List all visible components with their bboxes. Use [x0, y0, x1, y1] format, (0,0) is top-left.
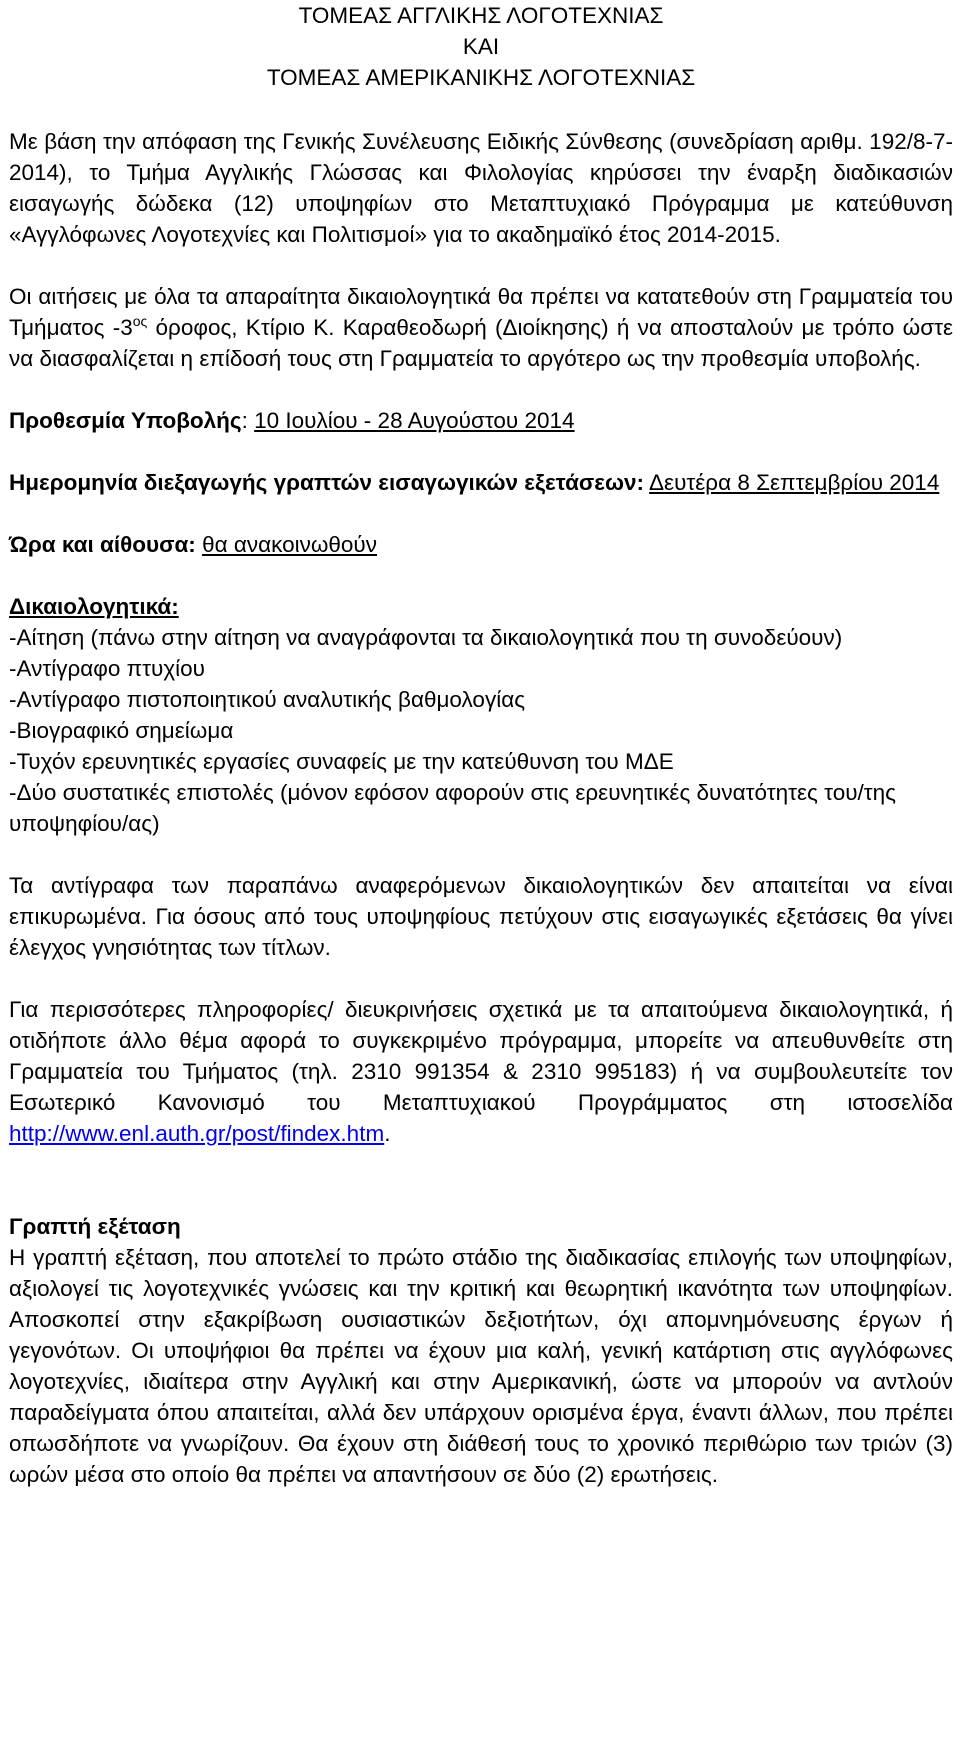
deadline-separator: : [241, 408, 255, 433]
applications-text-start: Οι αιτήσεις με όλα τα απαραίτητα δικαιολογητικά θα πρέπει να κατατεθούν στη Γραμματεία του Τμήματος -3 [9, 284, 953, 340]
exam-date-label: Ημερομηνία διεξαγωγής γραπτών εισαγωγικών εξετάσεων: [9, 470, 644, 495]
exam-date-value: Δευτέρα 8 Σεπτεμβρίου 2014 [649, 470, 940, 495]
info-paragraph [9, 994, 953, 1149]
title-line-2: ΚΑΙ [462, 34, 500, 59]
documents-item-cv: -Βιογραφικό σημείωμα [9, 718, 234, 743]
documents-item-research-work: -Τυχόν ερευνητικές εργασίες συναφείς με την κατεύθυνση του ΜΔΕ [9, 749, 674, 774]
time-room-value: θα ανακοινωθούν [202, 532, 377, 557]
exam-date-line [9, 467, 953, 498]
intro-paragraph: Με βάση την απόφαση της Γενικής Συνέλευσης Ειδικής Σύνθεσης (συνεδρίαση αριθμ. 192/8-7-2014), το Τμήμα Αγγλικής Γλώσσας και Φιλολογίας κηρύσσει την έναρξη διαδικασιών εισαγωγής δώδεκα (12) υποψηφίων στο Μεταπτυχιακό Πρόγραμμα με κατεύθυνση «Αγγλόφωνες Λογοτεχνίες και Πολιτισμοί» για το ακαδημαϊκό έτος 2014-2015. [9, 129, 953, 247]
deadline-value: 10 Ιουλίου - 28 Αυγούστου 2014 [254, 408, 575, 433]
documents-item-recommendation-letters: -Δύο συστατικές επιστολές (μόνον εφόσον αφορούν στις ερευνητικές δυνατότητες του/της υποψηφίου/ας) [9, 780, 897, 836]
documents-item-transcript-copy: -Αντίγραφο πιστοποιητικού αναλυτικής βαθμολογίας [9, 687, 526, 712]
copies-note-paragraph: Τα αντίγραφα των παραπάνω αναφερόμενων δικαιολογητικών δεν απαιτείται να είναι επικυρωμένα. Για όσους από τους υποψηφίους πετύχουν στις εισαγωγικές εξετάσεις θα γίνει έλεγχος γνησιότητας των τίτλων. [9, 873, 953, 960]
info-end-punctuation: . [384, 1121, 391, 1146]
regulations-link[interactable]: http://www.enl.auth.gr/post/findex.htm [9, 1121, 385, 1146]
applications-paragraph [9, 281, 953, 374]
time-room-label: Ώρα και αίθουσα: [9, 532, 196, 557]
info-text: Για περισσότερες πληροφορίες/ διευκρινήσεις σχετικά με τα απαιτούμενα δικαιολογητικά, ή οτιδήποτε άλλο θέμα αφορά το συγκεκριμένο πρόγραμμα, μπορείτε να απευθυνθείτε στη Γραμματεία του Τμήματος (τηλ. 2310 991354 & 2310 995183) ή να συμβουλευτείτε τον Εσωτερικό Κανονισμό του Μεταπτυχιακού Προγράμματος στη ιστοσελίδα [9, 997, 953, 1115]
title-line-1: ΤΟΜΕΑΣ ΑΓΓΛΙΚΗΣ ΛΟΓΟΤΕΧΝΙΑΣ [298, 3, 664, 28]
documents-item-application: -Αίτηση (πάνω στην αίτηση να αναγράφονται τα δικαιολογητικά που τη συνοδεύουν) [9, 625, 843, 650]
applications-text-end: όροφος, Κτίριο Κ. Καραθεοδωρή (Διοίκησης) ή να αποσταλούν με τρόπο ώστε να διασφαλίζεται η επίδοσή τους στη Γραμματεία το αργότερο ως την προθεσμία υποβολής. [9, 315, 953, 371]
time-room-line [9, 529, 953, 560]
written-exam-section [9, 1211, 953, 1490]
floor-ordinal-superscript: ος [132, 313, 148, 329]
deadline-line [9, 405, 953, 436]
written-exam-paragraph: Η γραπτή εξέταση, που αποτελεί το πρώτο στάδιο της διαδικασίας επιλογής των υποψηφίων, αξιολογεί τις λογοτεχνικές γνώσεις και την κριτική και θεωρητική ικανότητα των υποψηφίων. Αποσκοπεί στην εξακρίβωση ουσιαστικών δεξιοτήτων, όχι απομνημόνευσης έργων ή γεγονότων. Οι υποψήφιοι θα πρέπει να έχουν μια καλή, γενική κατάρτιση στις αγγλόφωνες λογοτεχνίες, ιδιαίτερα στην Αγγλική και στην Αμερικανική, ώστε να μπορούν να αντλούν παραδείγματα όπου απαιτείται, αλλά δεν υπάρχουν ορισμένα έργα, έναντι άλλων, που πρέπει οπωσδήποτε να γνωρίζουν. Θα έχουν στη διάθεσή τους το χρονικό περιθώριο των τριών (3) ωρών μέσα στο οποίο θα πρέπει να απαντήσουν σε δύο (2) ερωτήσεις. [9, 1245, 953, 1487]
documents-heading: Δικαιολογητικά: [9, 594, 179, 619]
document-title [9, 0, 953, 93]
title-line-3: ΤΟΜΕΑΣ ΑΜΕΡΙΚΑΝΙΚΗΣ ΛΟΓΟΤΕΧΝΙΑΣ [266, 65, 696, 90]
documents-item-degree-copy: -Αντίγραφο πτυχίου [9, 656, 205, 681]
written-exam-heading: Γραπτή εξέταση [9, 1214, 181, 1239]
documents-section [9, 591, 953, 839]
deadline-label: Προθεσμία Υποβολής [9, 408, 242, 433]
